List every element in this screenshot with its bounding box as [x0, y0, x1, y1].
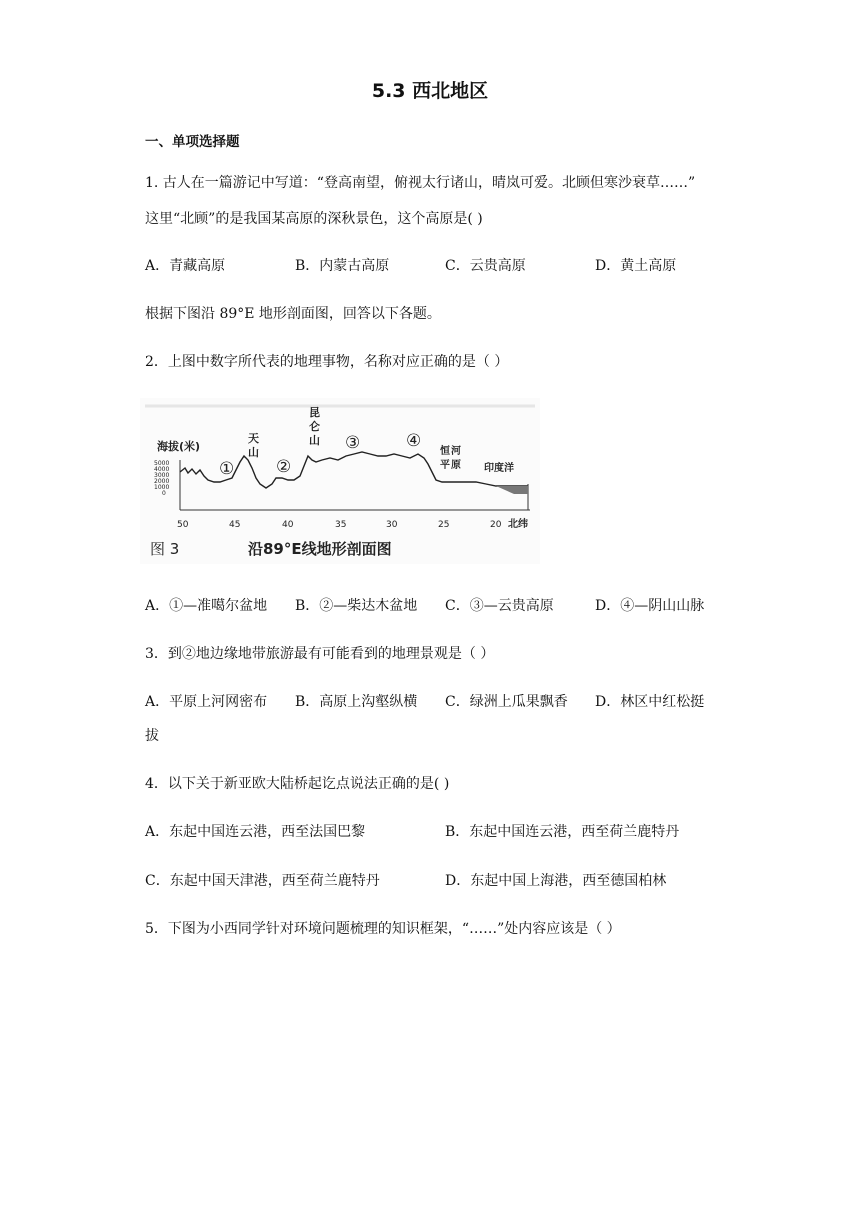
marker-3: ③ — [345, 433, 361, 453]
y-tick-0: 0 — [162, 490, 166, 497]
question-3-option-d: D．林区中红松挺 — [595, 694, 705, 710]
marker-1: ① — [219, 459, 235, 479]
y-tick-4000: 4000 — [154, 466, 170, 473]
figure-caption: 沿89°E线地形剖面图 — [248, 540, 392, 558]
marker-2: ② — [276, 457, 292, 477]
x-unit-label: 北纬 — [508, 519, 528, 530]
question-1-line-2: 这里“北顾”的是我国某高原的深秋景色，这个高原是( ) — [145, 211, 483, 227]
figure-intro: 根据下图沿 89°E 地形剖面图，回答以下各题。 — [145, 306, 441, 322]
question-2-option-c: C．③—云贵高原 — [445, 598, 554, 614]
question-4-stem: 4．以下关于新亚欧大陆桥起讫点说法正确的是( ) — [145, 776, 450, 792]
tianshan-label-2: 山 — [248, 446, 259, 459]
kunlun-label-3: 山 — [309, 434, 320, 447]
indian-ocean-label: 印度洋 — [484, 463, 514, 474]
x-tick-40: 40 — [282, 520, 294, 530]
x-tick-30: 30 — [386, 520, 398, 530]
question-1-option-b: B．内蒙古高原 — [295, 258, 390, 274]
question-4-option-b: B．东起中国连云港，西至荷兰鹿特丹 — [445, 824, 680, 840]
hengriver-label-3: 平 — [440, 460, 450, 471]
question-3-option-a: A．平原上河网密布 — [145, 694, 268, 710]
tianshan-label-1: 天 — [248, 432, 259, 445]
y-tick-5000: 5000 — [154, 460, 170, 467]
hengriver-label-4: 原 — [451, 460, 461, 471]
y-tick-1000: 1000 — [154, 484, 170, 491]
hengriver-label-1: 恒 — [440, 446, 450, 457]
question-4-option-d: D．东起中国上海港，西至德国柏林 — [445, 873, 667, 889]
question-3-option-d-wrap: 拔 — [145, 728, 159, 744]
y-tick-3000: 3000 — [154, 472, 170, 479]
question-4-option-c: C．东起中国天津港，西至荷兰鹿特丹 — [145, 873, 380, 889]
question-5-stem: 5．下图为小西同学针对环境问题梳理的知识框架，“……”处内容应该是（ ） — [145, 921, 621, 937]
figure-number: 图 3 — [150, 540, 180, 558]
terrain-profile-figure — [140, 398, 540, 564]
hengriver-label-2: 河 — [451, 446, 461, 457]
y-tick-2000: 2000 — [154, 478, 170, 485]
question-3-stem: 3．到②地边缘地带旅游最有可能看到的地理景观是（ ） — [145, 646, 495, 662]
kunlun-label-1: 昆 — [309, 406, 320, 419]
x-tick-50: 50 — [177, 520, 189, 530]
question-1-option-a: A．青藏高原 — [145, 258, 226, 274]
question-2-option-d: D．④—阴山山脉 — [595, 598, 705, 614]
marker-4: ④ — [406, 431, 422, 451]
question-3-option-b: B．高原上沟壑纵横 — [295, 694, 418, 710]
x-tick-25: 25 — [438, 520, 450, 530]
x-tick-35: 35 — [335, 520, 347, 530]
question-1-line-1: 1. 古人在一篇游记中写道：“登高南望，俯视太行诸山，晴岚可爱。北顾但寒沙衰草……” — [145, 175, 696, 191]
question-2-option-b: B．②—柴达木盆地 — [295, 598, 418, 614]
y-axis-label: 海拔(米) — [157, 440, 201, 453]
question-2-stem: 2．上图中数字所代表的地理事物，名称对应正确的是（ ） — [145, 354, 509, 370]
section-heading: 一、单项选择题 — [145, 134, 240, 150]
question-2-option-a: A．①—准噶尔盆地 — [145, 598, 268, 614]
question-1-option-d: D．黄土高原 — [595, 258, 677, 274]
question-4-option-a: A．东起中国连云港，西至法国巴黎 — [145, 824, 366, 840]
x-tick-45: 45 — [229, 520, 241, 530]
kunlun-label-2: 仑 — [309, 420, 320, 433]
x-tick-20: 20 — [490, 520, 502, 530]
question-3-option-c: C．绿洲上瓜果飘香 — [445, 694, 568, 710]
page-title: 5.3 西北地区 — [371, 80, 489, 102]
question-1-option-c: C．云贵高原 — [445, 258, 526, 274]
